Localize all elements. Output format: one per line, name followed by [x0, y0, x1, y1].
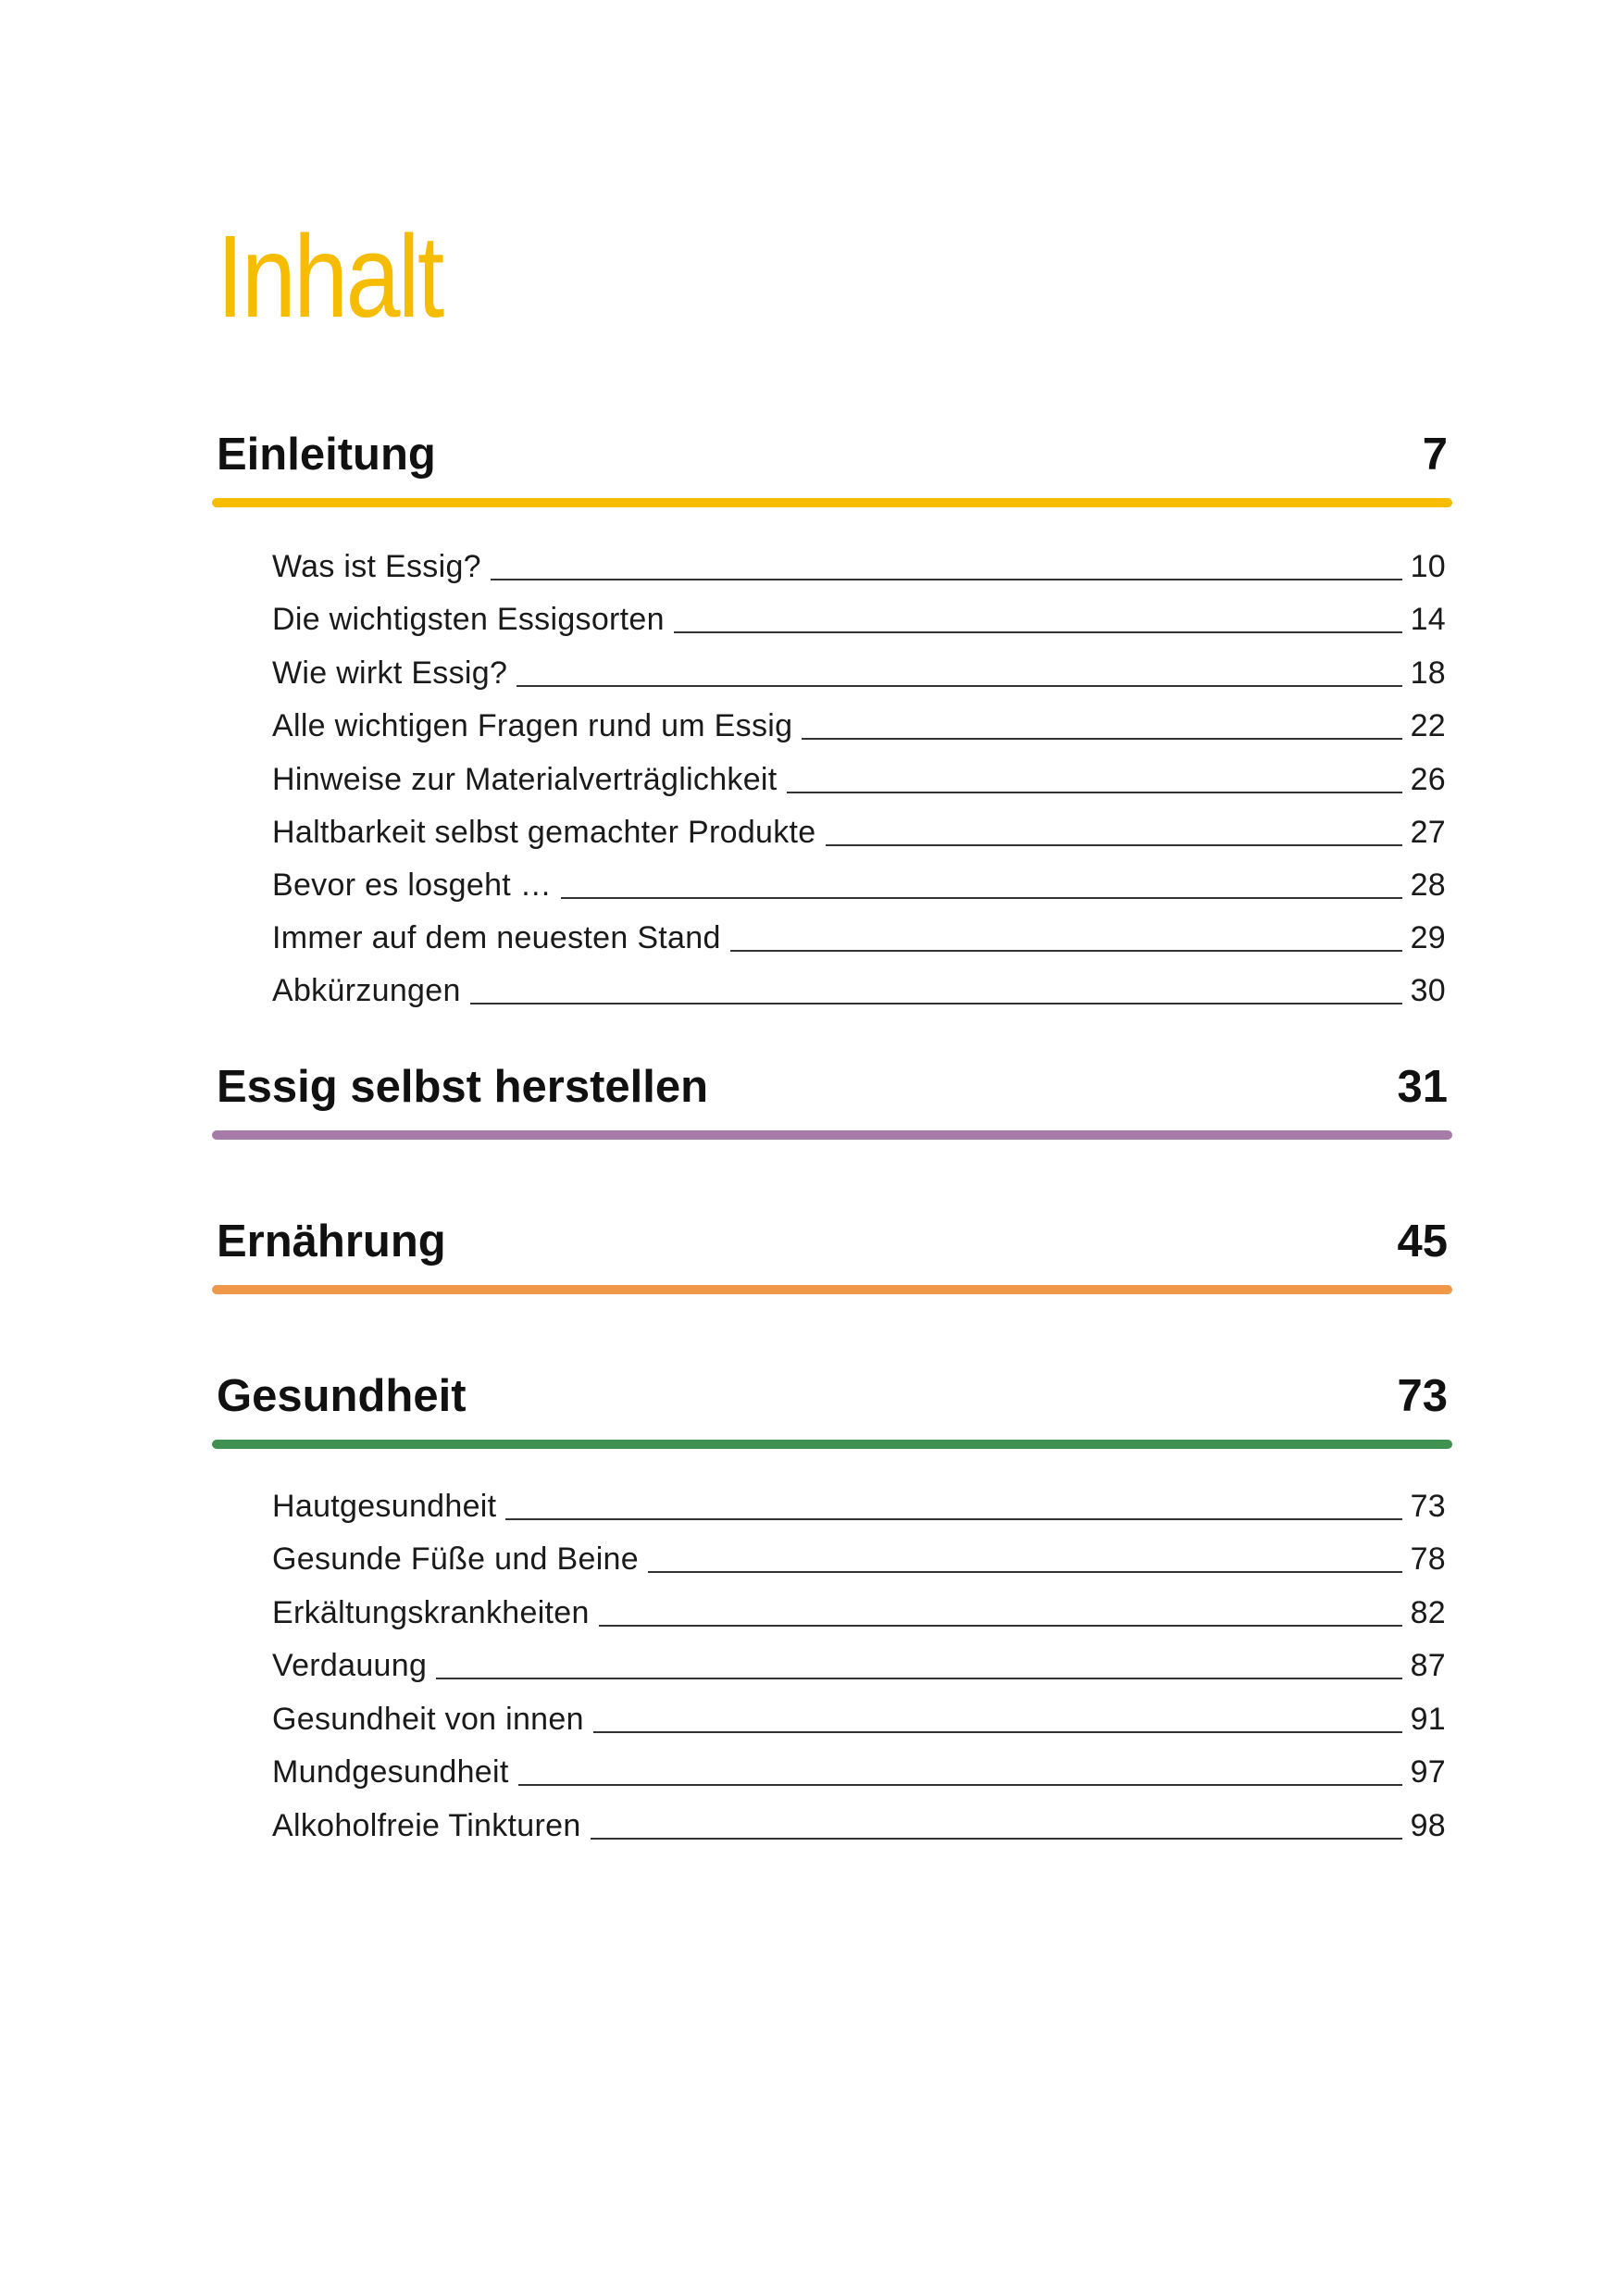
toc-entry-label: Gesundheit von innen — [272, 1702, 584, 1737]
chapter-heading-gesundheit[interactable] — [217, 1368, 1448, 1424]
toc-entry[interactable] — [272, 1701, 1446, 1738]
toc-entry-page-number: 97 — [1410, 1754, 1446, 1790]
toc-entry[interactable] — [272, 1753, 1446, 1791]
toc-leader-line — [505, 1518, 1401, 1520]
toc-leader-line — [470, 1003, 1402, 1004]
toc-entry-page-number: 22 — [1410, 708, 1446, 743]
toc-entry-label: Erkältungskrankheiten — [272, 1595, 590, 1630]
toc-entry[interactable] — [272, 548, 1446, 585]
toc-entry-page-number: 28 — [1410, 867, 1446, 903]
toc-leader-line — [436, 1678, 1401, 1679]
toc-entry-page-number: 18 — [1410, 655, 1446, 691]
toc-entry[interactable] — [272, 1541, 1446, 1578]
chapter-heading-essig-selbst-herstellen[interactable] — [217, 1059, 1448, 1115]
toc-entry-label: Was ist Essig? — [272, 549, 481, 584]
chapter-rule-einleitung — [212, 498, 1452, 507]
toc-entry-page-number: 87 — [1410, 1648, 1446, 1683]
toc-entry-label: Gesunde Füße und Beine — [272, 1541, 639, 1577]
toc-leader-line — [517, 685, 1401, 687]
toc-entry-label: Wie wirkt Essig? — [272, 655, 508, 691]
toc-leader-line — [787, 792, 1402, 793]
toc-entry[interactable] — [272, 867, 1446, 904]
chapter-page-number: 45 — [1397, 1217, 1448, 1267]
toc-entry-label: Immer auf dem neuesten Stand — [272, 920, 721, 955]
toc-entry-label: Hinweise zur Materialverträglichkeit — [272, 762, 778, 797]
chapter-page-number: 7 — [1422, 430, 1448, 480]
chapter-rule-gesundheit — [212, 1440, 1452, 1449]
chapter-title: Einleitung — [217, 430, 436, 480]
toc-entry-label: Verdauung — [272, 1648, 428, 1683]
toc-entry[interactable] — [272, 707, 1446, 744]
toc-entry-label: Haltbarkeit selbst gemachter Produkte — [272, 815, 816, 850]
toc-entry-label: Die wichtigsten Essigsorten — [272, 602, 665, 637]
chapter-heading-einleitung[interactable] — [217, 427, 1448, 482]
toc-entry-page-number: 78 — [1410, 1541, 1446, 1577]
toc-leader-line — [593, 1731, 1402, 1733]
toc-entry-label: Hautgesundheit — [272, 1489, 497, 1524]
toc-entry[interactable] — [272, 1594, 1446, 1631]
chapter-rule-ernaehrung — [212, 1285, 1452, 1294]
toc-entry[interactable] — [272, 1807, 1446, 1844]
toc-leader-line — [674, 631, 1402, 633]
toc-entry-label: Alle wichtigen Fragen rund um Essig — [272, 708, 793, 743]
toc-leader-line — [802, 738, 1401, 740]
toc-entry[interactable] — [272, 601, 1446, 638]
toc-leader-line — [648, 1571, 1402, 1573]
toc-entry-page-number: 82 — [1410, 1595, 1446, 1630]
toc-leader-line — [561, 897, 1401, 899]
toc-entry[interactable] — [272, 655, 1446, 692]
toc-entry[interactable] — [272, 814, 1446, 851]
toc-leader-line — [730, 950, 1402, 952]
chapter-heading-ernaehrung[interactable] — [217, 1214, 1448, 1269]
toc-entry-page-number: 26 — [1410, 762, 1446, 797]
toc-leader-line — [518, 1784, 1402, 1786]
chapter-rule-essig-selbst-herstellen — [212, 1130, 1452, 1140]
toc-leader-line — [826, 844, 1402, 846]
toc-entry[interactable] — [272, 1488, 1446, 1525]
toc-leader-line — [591, 1838, 1402, 1840]
page-title: Inhalt — [217, 211, 442, 342]
toc-leader-line — [491, 579, 1402, 580]
toc-entry-page-number: 27 — [1410, 815, 1446, 850]
toc-entry[interactable] — [272, 919, 1446, 956]
toc-entry-page-number: 91 — [1410, 1702, 1446, 1737]
toc-entry-label: Abkürzungen — [272, 973, 461, 1008]
chapter-title: Essig selbst herstellen — [217, 1062, 709, 1112]
toc-entry-label: Alkoholfreie Tinkturen — [272, 1808, 581, 1843]
toc-entry-page-number: 29 — [1410, 920, 1446, 955]
chapter-title: Ernährung — [217, 1217, 446, 1267]
toc-entry-page-number: 30 — [1410, 973, 1446, 1008]
toc-entry-label: Mundgesundheit — [272, 1754, 509, 1790]
toc-entry[interactable] — [272, 1647, 1446, 1684]
toc-entry-page-number: 98 — [1410, 1808, 1446, 1843]
toc-entry[interactable] — [272, 761, 1446, 798]
toc-entry-label: Bevor es losgeht … — [272, 867, 553, 903]
toc-entry[interactable] — [272, 972, 1446, 1009]
chapter-title: Gesundheit — [217, 1371, 467, 1421]
chapter-page-number: 73 — [1397, 1371, 1448, 1421]
chapter-page-number: 31 — [1397, 1062, 1448, 1112]
toc-entry-page-number: 14 — [1410, 602, 1446, 637]
toc-entry-page-number: 10 — [1410, 549, 1446, 584]
toc-leader-line — [599, 1625, 1402, 1627]
toc-entry-page-number: 73 — [1410, 1489, 1446, 1524]
